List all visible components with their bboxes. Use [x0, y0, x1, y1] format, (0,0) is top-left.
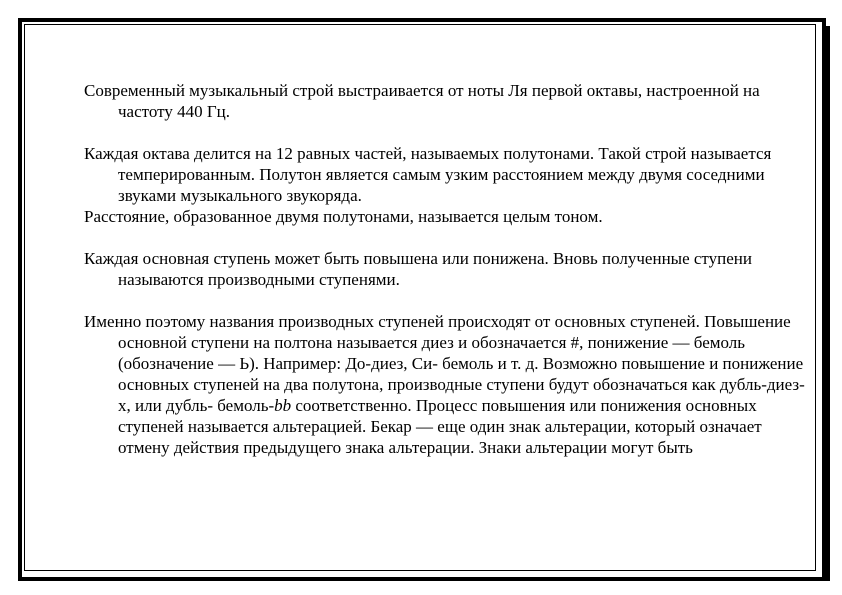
paragraph-whole-tone: Расстояние, образованное двумя полутонами, называется целым тоном. [84, 207, 603, 226]
paragraph-semitones: Каждая октава делится на 12 равных частей, называемых полутонами. Такой строй называется темперированным. Полутон является самым узким расстоянием между двумя соседними звуками музыкального звукоряда. [84, 144, 772, 205]
text-body [84, 80, 814, 458]
paragraph-alteration [84, 311, 814, 458]
paragraph-derived-steps: Каждая основная ступень может быть повышена или понижена. Вновь полученные ступени называются производными ступенями. [84, 249, 752, 289]
alteration-text-part2: соответственно. Процесс повышения или понижения основных ступеней называется альтерацией. Бекар — еще один знак альтерации, который означает отмену действия предыдущего знака альтерации. Знаки альтерации могут быть [118, 396, 762, 457]
paragraph-tuning: Современный музыкальный строй выстраивается от ноты Ля первой октавы, настроенной на частоту 440 Гц. [84, 81, 760, 121]
alteration-text-part1: Именно поэтому названия производных ступеней происходят от основных ступеней. Повышение основной ступени на полтона называется диез и обозначается #, понижение — бемоль (обозначение — Ь). Например: До-диез, Си- бемоль и т. д. Возможно повышение и понижение основных ступеней на два полутона, производные ступени будут обозначаться как дубль-диез-х, или дубль- бемоль- [84, 312, 805, 415]
double-flat-symbol: bb [274, 396, 292, 415]
frame-shadow-right [826, 26, 830, 581]
